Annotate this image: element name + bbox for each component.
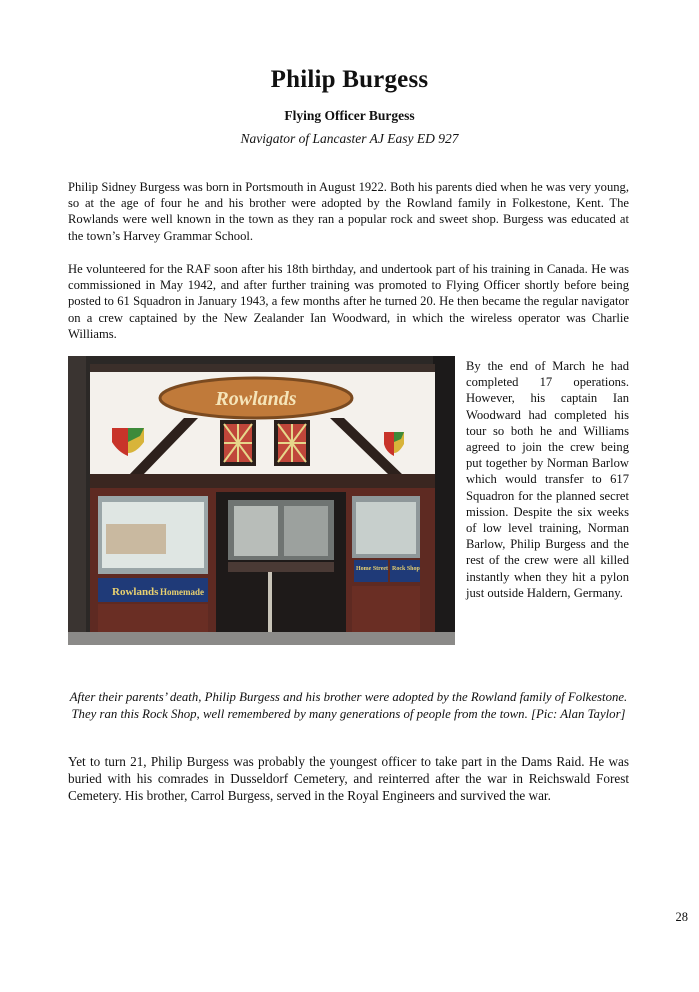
- window-sign-left: Rowlands: [112, 586, 159, 598]
- paragraph-legacy: Yet to turn 21, Philip Burgess was probably the youngest officer to take part in the Dams Raid. He was buried with his comrades in Dusseldorf Cemetery, and reinterred after the war in Reichswald Forest Cemetery. His brother, Carrol Burgess, served in the Royal Engineers and survived the war.: [68, 754, 629, 803]
- door-sign-right: Rock Shop: [392, 566, 420, 572]
- paragraph-final-mission: By the end of March he had completed 17 operations. However, his captain Ian Woodward had completed his tour so both he and Williams agreed to join the crew being put together by Norman Barlow which would transfer to 617 Squadron for the planned secret mission. Despite the six weeks of low level training, Norman Barlow, Philip Burgess and the rest of the crew were all killed instantly when they hit a pylon just outside Haldern, Germany.: [466, 359, 629, 600]
- page-title: Philip Burgess: [270, 66, 429, 93]
- paragraph-early-life: Philip Sidney Burgess was born in Portsmouth in August 1922. Both his parents died when he was very young, so at the age of four he and his brother were adopted by the Rowland family in Folkestone, Kent. The Rowlands were well known in the town as they ran a popular rock and sweet shop. Burgess was educated at the town’s Harvey Grammar School.: [68, 180, 629, 243]
- shop-photo: [68, 356, 455, 645]
- door-sign-left: Home Street: [356, 566, 389, 572]
- photo-caption: After their parents’ death, Philip Burgess and his brother were adopted by the Rowland family of Folkestone. They ran this Rock Shop, well remembered by many generations of people from the town. [Pic: Alan Taylor]: [69, 690, 628, 721]
- page-number: 28: [675, 910, 688, 924]
- window-sign-right: Homemade: [160, 587, 204, 597]
- subtitle: Flying Officer Burgess: [284, 108, 415, 123]
- paragraph-raf-service: He volunteered for the RAF soon after his 18th birthday, and undertook part of his training in Canada. He was commissioned in May 1942, and after further training was promoted to Flying Officer shortly before being posted to 61 Squadron in January 1943, a few months after he turned 20. He then became the regular navigator on a crew captained by the New Zealander Ian Woodward, in which the wireless operator was Charlie Williams.: [68, 262, 629, 341]
- shop-sign-text: Rowlands: [215, 388, 297, 410]
- role-line: Navigator of Lancaster AJ Easy ED 927: [240, 131, 459, 146]
